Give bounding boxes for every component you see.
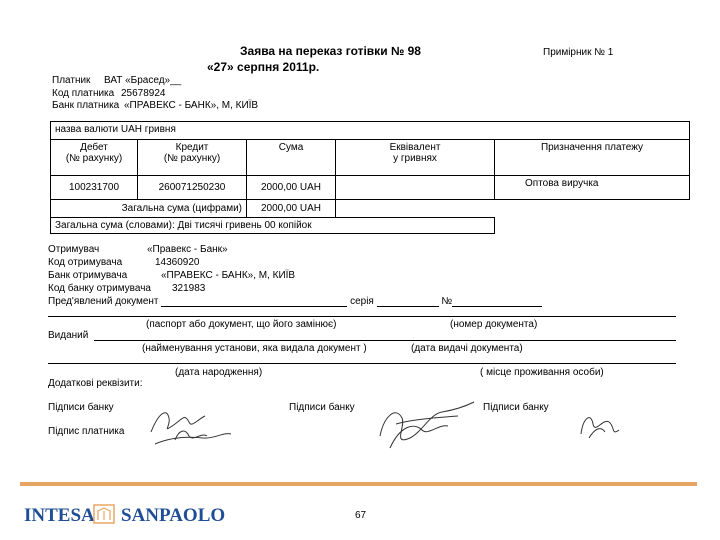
- number-label: №: [441, 296, 453, 307]
- credit-header: Кредит (№ рахунку): [138, 140, 247, 176]
- empty-cell: [495, 218, 690, 234]
- copy-number: Примірник № 1: [543, 47, 614, 58]
- series-blank: [377, 296, 439, 307]
- birth-line: [48, 363, 676, 364]
- signature-bank-2: [370, 396, 480, 456]
- total-digits-value: 2000,00 UAH: [247, 200, 336, 218]
- footer-bar: [20, 482, 697, 486]
- payer-bank-label: Банк платника: [52, 100, 120, 111]
- recipient-code-label: Код отримувача: [48, 257, 123, 268]
- bank-logo-emblem: [93, 504, 115, 524]
- signature-bank-1: [145, 402, 235, 450]
- equivalent-header: Еквівалент у гривнях: [336, 140, 495, 176]
- sum-value: 2000,00 UAH: [247, 176, 336, 200]
- currency-cell: назва валюти UAH гривня: [51, 122, 690, 140]
- payer-bank-value: «ПРАВЕКС - БАНК», М, КИЇВ: [124, 100, 259, 111]
- recipient-bank-code-value: 321983: [172, 283, 206, 294]
- payer-signature-label: Підпис платника: [48, 426, 125, 437]
- empty-cell: [336, 200, 690, 218]
- document-row: [48, 296, 542, 307]
- series-label: серія: [350, 296, 374, 307]
- payer-name-label: Платник: [52, 75, 91, 86]
- payer-code-label: Код платника: [52, 88, 115, 99]
- sanpaolo-logo-text: SANPAOLO: [121, 505, 226, 526]
- recipient-value: «Правекс - Банк»: [147, 244, 228, 255]
- sum-header: Сума: [247, 140, 336, 176]
- total-words: Загальна сума (словами): Дві тисячі гривень 00 копійок: [51, 218, 495, 234]
- purpose-value: Оптова виручка: [495, 176, 690, 200]
- recipient-label: Отримувач: [48, 244, 100, 255]
- equivalent-value: [336, 176, 495, 200]
- number-blank: [452, 296, 542, 307]
- issued-label: Виданий: [48, 330, 89, 341]
- hint-number: (номер документа): [450, 319, 538, 330]
- purpose-header: Призначення платежу: [495, 140, 690, 176]
- total-digits-label: Загальна сума (цифрами): [51, 200, 247, 218]
- credit-value: 260071250230: [138, 176, 247, 200]
- hint-residence: ( місце проживання особи): [480, 367, 604, 378]
- bank-signature-label-1: Підписи банку: [48, 402, 114, 413]
- issued-line: [94, 340, 676, 341]
- document-label: Пред'явлений документ: [48, 296, 159, 307]
- extra-requisites-label: Додаткові реквізити:: [48, 378, 143, 389]
- payer-name-value: ВАТ «Брасед»__: [104, 75, 182, 86]
- hint-document: (паспорт або документ, що його замінює): [146, 319, 337, 330]
- hint-issuer: (найменування установи, яка видала документ ): [142, 343, 367, 354]
- bank-signature-label-2: Підписи банку: [289, 402, 355, 413]
- form-date: «27» серпня 2011р.: [207, 60, 320, 74]
- recipient-bank-value: «ПРАВЕКС - БАНК», М, КИЇВ: [161, 270, 296, 281]
- bank-signature-label-3: Підписи банку: [483, 402, 549, 413]
- debit-header: Дебет (№ рахунку): [51, 140, 138, 176]
- recipient-bank-code-label: Код банку отримувача: [48, 283, 151, 294]
- form-title: Заява на переказ готівки № 98: [240, 44, 421, 58]
- page-number: 67: [355, 510, 367, 521]
- document-blank: [161, 296, 347, 307]
- payment-table: [50, 121, 690, 234]
- intesa-logo-text: INTESA: [24, 505, 95, 526]
- payer-code-value: 25678924: [121, 88, 166, 99]
- debit-value: 100231700: [51, 176, 138, 200]
- hint-birth: (дата народження): [175, 367, 263, 378]
- hint-issue-date: (дата видачі документа): [411, 343, 523, 354]
- document-line: [48, 316, 676, 317]
- signature-bank-3: [575, 404, 625, 444]
- recipient-code-value: 14360920: [155, 257, 200, 268]
- recipient-bank-label: Банк отримувача: [48, 270, 128, 281]
